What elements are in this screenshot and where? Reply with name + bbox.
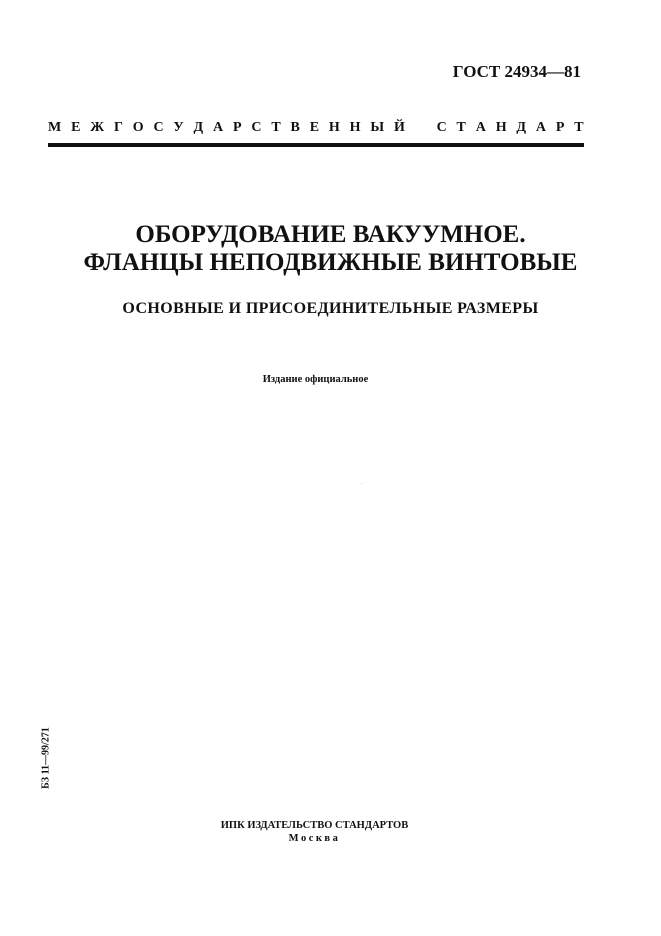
banner-letter: Ы	[370, 120, 385, 135]
document-title	[0, 221, 661, 277]
banner-letter: Д	[516, 120, 527, 135]
publisher-block	[0, 819, 629, 845]
title-line-1: ОБОРУДОВАНИЕ ВАКУУМНОЕ.	[135, 221, 526, 248]
side-code	[36, 720, 56, 796]
banner-letter: М	[48, 120, 62, 135]
title-line-2: ФЛАНЦЫ НЕПОДВИЖНЫЕ ВИНТОВЫЕ	[83, 249, 578, 276]
banner-letter: Н	[328, 120, 340, 135]
banner-letter: О	[132, 120, 144, 135]
banner-letter: Ж	[90, 120, 105, 135]
banner-letter: С	[436, 120, 447, 135]
banner-letter: Е	[71, 120, 81, 135]
publisher-name: ИПК ИЗДАТЕЛЬСТВО СТАНДАРТОВ	[220, 820, 409, 831]
banner-word-gap	[415, 120, 427, 136]
publisher-city: Москва	[288, 833, 341, 844]
banner-letter: Т	[271, 120, 281, 135]
banner-letter: Г	[113, 120, 123, 135]
edition-label: Издание официальное	[262, 374, 369, 385]
banner-letter: Р	[555, 120, 565, 135]
header-rule	[48, 143, 584, 147]
interstate-standard-banner	[48, 120, 584, 136]
banner-letter: У	[173, 120, 184, 135]
banner-letter: Т	[574, 120, 584, 135]
banner-letter: А	[535, 120, 547, 135]
banner-letter: Н	[349, 120, 361, 135]
banner-letter: Д	[193, 120, 204, 135]
banner-letter: С	[251, 120, 262, 135]
banner-letter: А	[475, 120, 486, 135]
banner-letter: Н	[495, 120, 507, 135]
banner-letter: Й	[393, 120, 405, 135]
banner-letter: В	[290, 120, 300, 135]
banner-letter: А	[213, 120, 224, 135]
document-subtitle: ОСНОВНЫЕ И ПРИСОЕДИНИТЕЛЬНЫЕ РАЗМЕРЫ	[122, 300, 539, 317]
banner-letter: Е	[309, 120, 320, 135]
banner-letter: Р	[232, 120, 242, 135]
print-speck	[361, 483, 362, 484]
banner-letter: С	[153, 120, 164, 135]
gost-number: ГОСТ 24934—81	[452, 62, 581, 81]
banner-letter: Т	[456, 120, 466, 135]
side-code-text: БЗ 11—99/271	[40, 727, 52, 789]
